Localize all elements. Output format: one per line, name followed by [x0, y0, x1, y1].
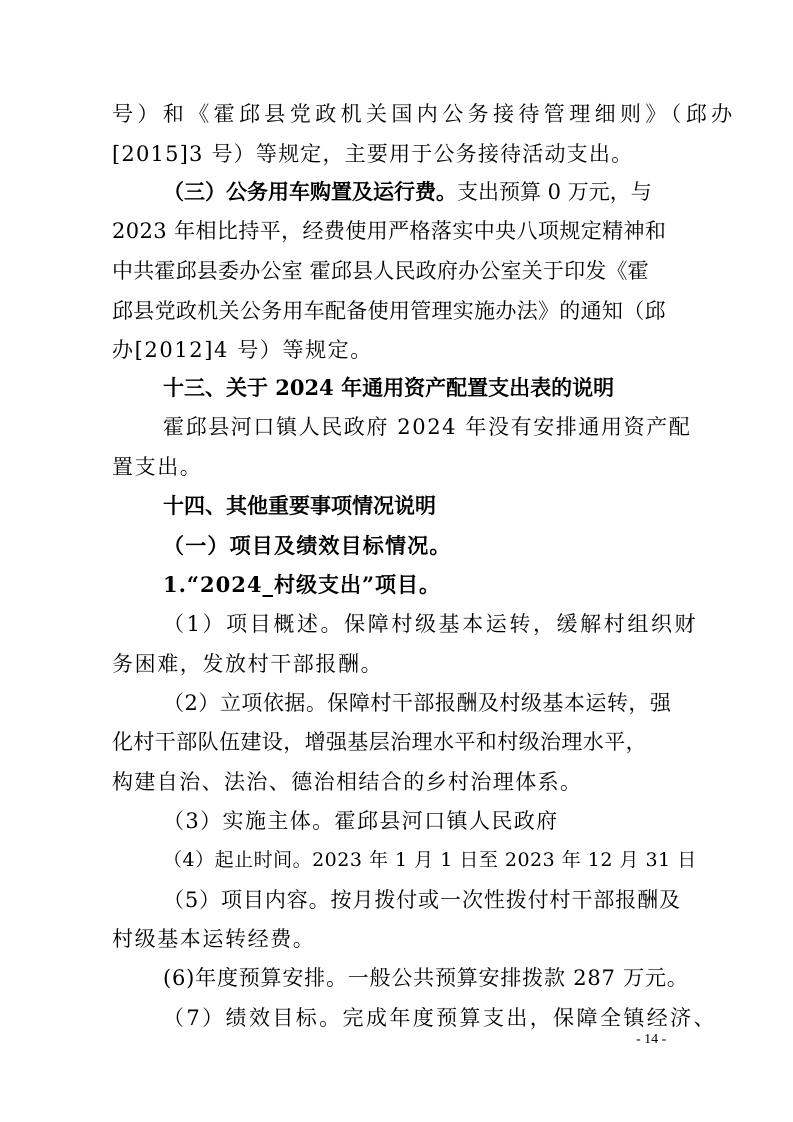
- paragraph-line: （1）项目概述。保障村级基本运转，缓解村组织财: [163, 612, 699, 636]
- paragraph-line: 构建自治、法治、德治相结合的乡村治理体系。: [112, 770, 583, 794]
- paragraph-line: （5）项目内容。按月拨付或一次性拨付村干部报酬及: [163, 888, 681, 912]
- paragraph-line: 务困难，发放村干部报酬。: [112, 652, 384, 676]
- paragraph-line: 中共霍邱县委办公室 霍邱县人民政府办公室关于印发《霍: [112, 259, 649, 283]
- paragraph-line: 村级基本运转经费。: [112, 927, 316, 951]
- subsection-heading: （一）项目及绩效目标情况。: [163, 533, 452, 558]
- project-heading: 1.“2024_村级支出”项目。: [163, 572, 442, 597]
- paragraph-line: （3）实施主体。霍邱县河口镇人民政府: [163, 809, 559, 833]
- paragraph-line: [2015]3 号）等规定，主要用于公务接待活动支出。: [112, 142, 634, 166]
- paragraph-line: （7）绩效目标。完成年度预算支出，保障全镇经济、: [163, 1006, 717, 1030]
- paragraph-line: 化村干部队伍建设，增强基层治理水平和村级治理水平，: [112, 730, 647, 754]
- paragraph-line: 2023 年相比持平，经费使用严格落实中央八项规定精神和: [112, 219, 667, 243]
- section-heading-14: 十四、其他重要事项情况说明: [163, 493, 436, 518]
- section-heading-13: 十三、关于 2024 年通用资产配置支出表的说明: [163, 375, 615, 400]
- paragraph-line: （2）立项依据。保障村干部报酬及村级基本运转，强: [163, 691, 672, 715]
- paragraph-line: 号）和《霍邱县党政机关国内公务接待管理细则》（邱办: [112, 102, 737, 126]
- paragraph-line: 置支出。: [112, 455, 203, 479]
- paragraph-line: （4）起止时间。2023 年 1 月 1 日至 2023 年 12 月 31 日: [163, 849, 697, 871]
- paragraph-line: 邱县党政机关公务用车配备使用管理实施办法》的通知（邱: [112, 299, 666, 323]
- section-car-text: 支出预算 0 万元，与: [457, 180, 652, 204]
- page-number: - 14 -: [636, 1032, 667, 1047]
- paragraph-line: (6)年度预算安排。一般公共预算安排拨款 287 万元。: [163, 966, 689, 990]
- section-car-paragraph: [163, 172, 652, 212]
- section-car-heading: （三）公务用车购置及运行费。: [163, 179, 457, 204]
- paragraph-line: 霍邱县河口镇人民政府 2024 年没有安排通用资产配: [163, 415, 692, 439]
- paragraph-line: 办[2012]4 号）等规定。: [112, 338, 373, 362]
